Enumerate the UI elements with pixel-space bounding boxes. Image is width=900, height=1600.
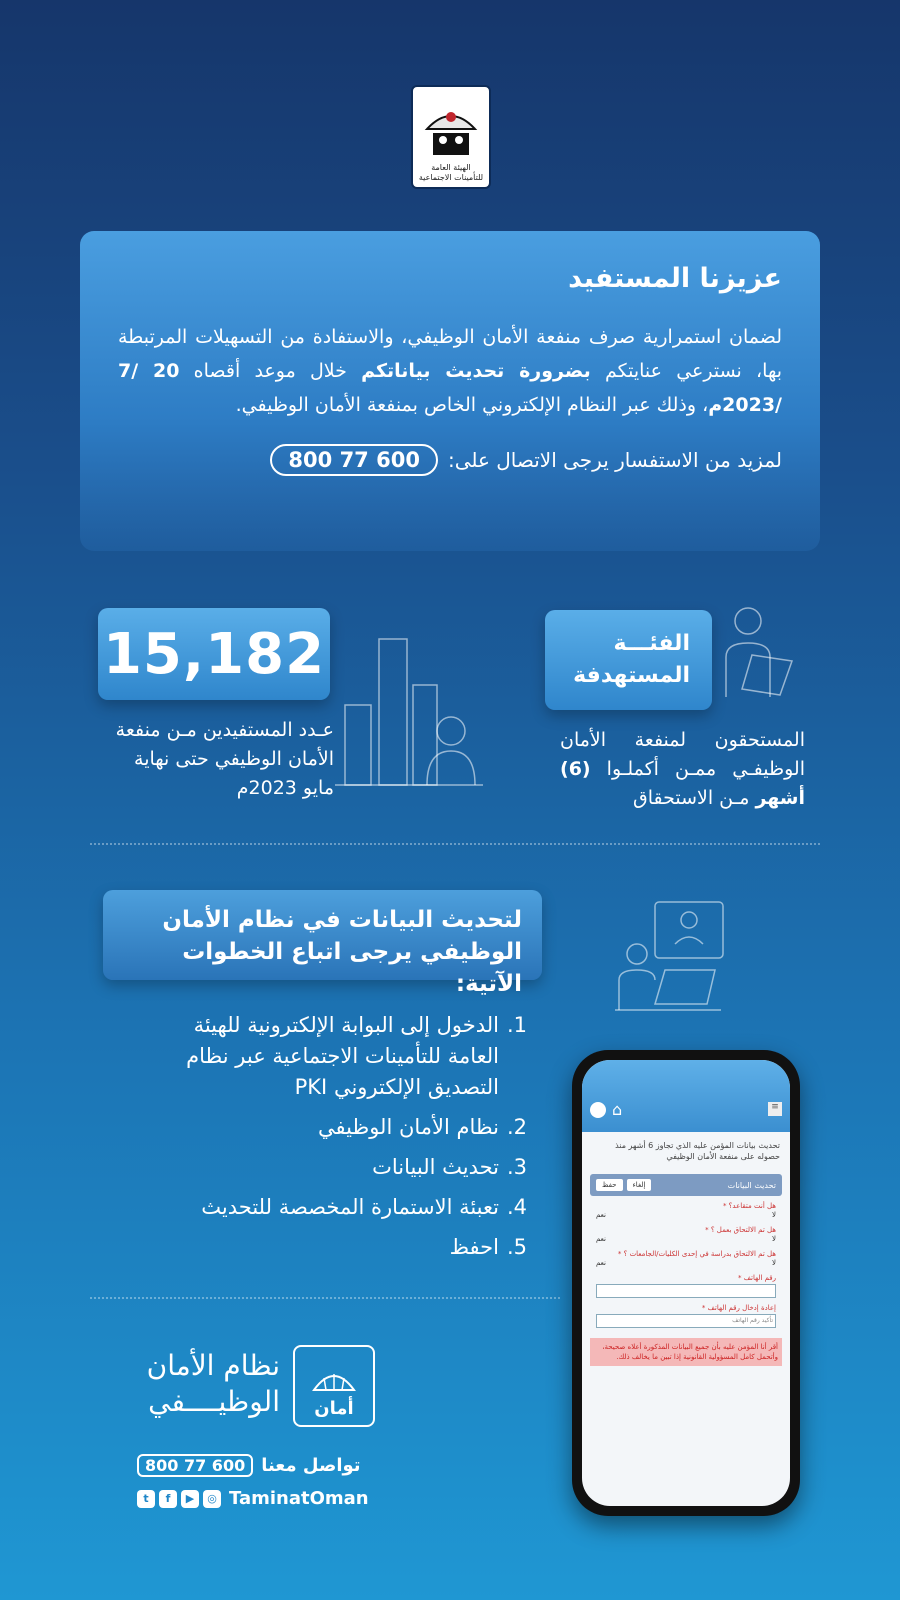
radio-group[interactable]: لا نعم <box>596 1259 776 1267</box>
notice-body: لضمان استمرارية صرف منفعة الأمان الوظيفي، والاستفادة من التسهيلات المرتبطة بها، نسترعي عنايتكم بضرورة تحديث بياناتكم خلال موعد أقصاه 20 /7 /2023م، وذلك عبر النظام الإلكتروني الخاص بمنفعة الأمان الوظيفي. <box>118 326 783 416</box>
radio-group[interactable]: لا نعم <box>596 1235 776 1243</box>
steps-list <box>150 1010 527 1272</box>
aman-system-name: نظام الأمان الوظيــــفي <box>146 1349 280 1418</box>
step-item: 1. الدخول إلى البوابة الإلكترونية للهيئة العامة للتأمينات الاجتماعية عبر نظام التصديق الإلكتروني PKI <box>186 1013 527 1099</box>
question-study: هل تم الالتحاق بدراسة في إحدى الكليات/الجامعات ؟ * <box>617 1250 776 1258</box>
step-item: 4. تعبئة الاستمارة المخصصة للتحديث <box>201 1195 527 1219</box>
target-group-badge: الفئـــة المستهدفة <box>545 610 712 710</box>
umbrella-icon <box>312 1368 356 1398</box>
menu-icon[interactable]: ≡ <box>768 1102 782 1116</box>
notice-title: عزيزنا المستفيد <box>568 263 782 294</box>
screen-header <box>582 1060 790 1132</box>
phone-confirm-input[interactable]: تأكيد رقم الهاتف <box>596 1314 776 1328</box>
save-button[interactable]: حفظ <box>596 1179 623 1191</box>
person-laptop-icon <box>615 900 725 1020</box>
section-divider <box>90 843 820 845</box>
phone-screen <box>582 1060 790 1506</box>
aman-logo: أمان <box>293 1345 375 1427</box>
footer-contact: تواصل معنا 800 77 600 <box>137 1454 361 1477</box>
question-employed: هل تم الالتحاق بعمل ؟ * <box>705 1226 776 1234</box>
user-icon[interactable] <box>590 1102 606 1118</box>
step-item: 5. احفظ <box>449 1235 527 1259</box>
declaration-warning: أقر أنا المؤمن عليه بأن جميع البيانات المذكورة أعلاه صحيحة، وأتحمل كامل المسؤولية القانونية إذا تبين ما يخالف ذلك. <box>590 1338 782 1366</box>
organization-logo <box>411 85 491 189</box>
target-group-desc: المستحقون لمنفعة الأمان الوظيفـي ممـن أكملـوا (6) أشهر مـن الاستحقاق <box>560 729 805 809</box>
screen-intro: تحديث بيانات المؤمن عليه الذي تجاوز 6 أشهر منذ حصوله على منفعة الأمان الوظيفي <box>615 1141 780 1161</box>
phone-input[interactable] <box>596 1284 776 1298</box>
umbrella-emblem-icon <box>421 107 481 163</box>
twitter-icon[interactable]: t <box>137 1490 155 1508</box>
logo-text: الهيئة العامة للتأمينات الاجتماعية <box>418 163 484 182</box>
radio-group[interactable]: لا نعم <box>596 1211 776 1219</box>
screen-form-bar: تحديث البيانات إلغاء حفظ <box>590 1174 782 1196</box>
home-icon[interactable]: ⌂ <box>612 1100 623 1119</box>
instagram-icon[interactable]: ◎ <box>203 1490 221 1508</box>
social-links <box>137 1488 369 1509</box>
social-handle[interactable]: TaminatOman <box>229 1488 369 1509</box>
phone-confirm-label: إعادة إدخال رقم الهاتف * <box>701 1304 776 1312</box>
beneficiaries-count: 15,182 <box>98 608 330 700</box>
steps-title: لتحديث البيانات في نظام الأمان الوظيفي يرجى اتباع الخطوات الآتية: <box>103 890 542 980</box>
facebook-icon[interactable]: f <box>159 1490 177 1508</box>
step-item: 2. نظام الأمان الوظيفي <box>318 1115 527 1139</box>
youtube-icon[interactable]: ▶ <box>181 1490 199 1508</box>
phone-number-pill[interactable]: 800 77 600 <box>270 444 438 476</box>
notice-contact: لمزيد من الاستفسار يرجى الاتصال على: 800 77 600 <box>118 444 782 476</box>
phone-field-label: رقم الهاتف * <box>738 1274 776 1282</box>
person-reading-icon <box>718 605 798 703</box>
bar-chart-person-icon <box>335 633 485 793</box>
beneficiaries-desc: عـدد المستفيدين مـن منفعة الأمان الوظيفي حتى نهاية مايو 2023م <box>115 719 334 799</box>
footer-phone[interactable]: 800 77 600 <box>137 1454 253 1477</box>
cancel-button[interactable]: إلغاء <box>627 1179 652 1191</box>
phone-mockup <box>572 1050 800 1516</box>
section-divider <box>90 1297 560 1299</box>
question-retired: هل أنت متقاعد؟ * <box>722 1202 776 1210</box>
notice-card <box>80 231 820 551</box>
step-item: 3. تحديث البيانات <box>372 1155 527 1179</box>
